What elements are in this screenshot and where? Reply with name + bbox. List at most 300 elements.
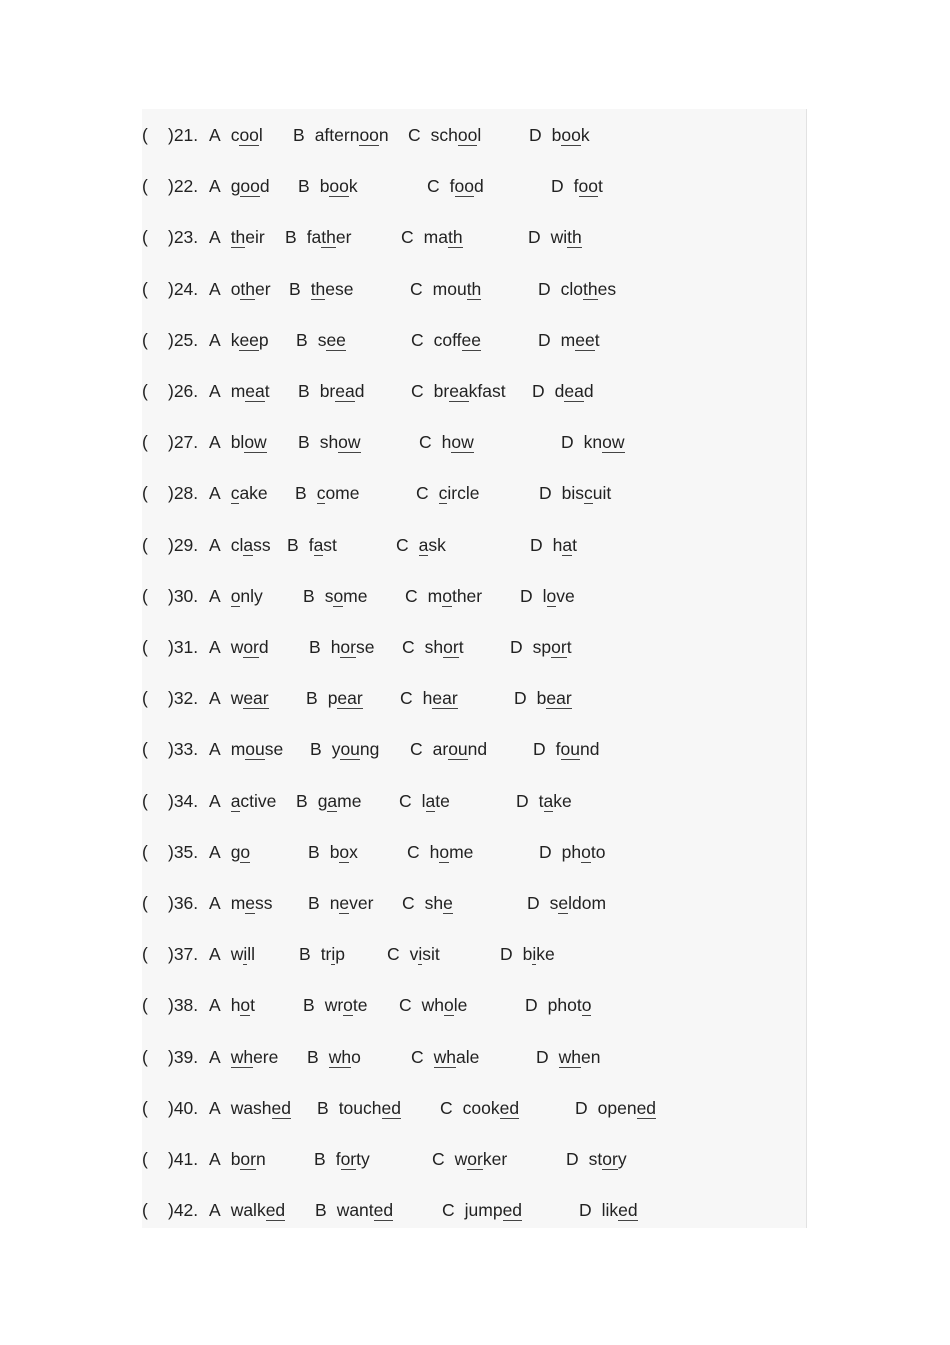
underlined-sound: a	[243, 534, 254, 555]
underlined-sound: th	[583, 278, 598, 299]
option-b	[293, 123, 389, 147]
option-b	[317, 1096, 401, 1120]
word-part: ty	[356, 1149, 370, 1169]
option-d	[561, 430, 625, 454]
word-part: st	[323, 534, 337, 555]
word-part: ke	[536, 944, 555, 965]
option-letter: B	[293, 125, 305, 145]
option-d	[533, 737, 599, 761]
underlined-sound: ed	[265, 1200, 286, 1221]
word-part: k	[230, 329, 240, 350]
question-number: )41.	[168, 1149, 199, 1169]
underlined-sound: c	[230, 483, 240, 504]
word-part: br	[319, 381, 336, 401]
option-a	[209, 123, 263, 147]
option-d	[510, 635, 572, 659]
option-b	[298, 174, 358, 198]
option-letter: C	[432, 1149, 445, 1169]
option-letter: C	[416, 483, 429, 504]
option-letter: C	[400, 688, 413, 709]
question-number: )24.	[168, 278, 199, 299]
option-letter: B	[298, 176, 310, 197]
option-letter: C	[405, 585, 418, 606]
word-part: b	[536, 688, 547, 709]
option-d	[538, 328, 600, 352]
question-row	[142, 174, 806, 198]
option-a	[209, 174, 270, 198]
option-letter: D	[551, 176, 564, 197]
word-part: fa	[306, 227, 322, 248]
option-c	[400, 686, 458, 710]
underlined-sound: oo	[561, 125, 581, 145]
answer-blank[interactable]: (	[142, 1046, 148, 1067]
word-part: t	[538, 790, 544, 811]
word-part: ome	[325, 483, 360, 504]
option-letter: C	[407, 841, 420, 862]
word-part: d	[583, 381, 594, 401]
answer-blank[interactable]: (	[142, 1149, 148, 1169]
option-letter: D	[561, 432, 574, 453]
option-letter: D	[530, 534, 543, 555]
option-a	[209, 481, 268, 505]
word-part: sit	[422, 944, 440, 965]
underlined-sound: oo	[578, 176, 598, 197]
option-letter: B	[295, 483, 307, 504]
underlined-sound: ed	[618, 1200, 638, 1221]
question-row	[142, 533, 806, 557]
underlined-sound: ed	[373, 1200, 394, 1221]
option-d	[529, 123, 590, 147]
word-part: eir	[245, 227, 265, 248]
word-part: o	[351, 1046, 361, 1067]
word-part: l	[542, 585, 547, 606]
word-part: br	[433, 381, 450, 401]
underlined-sound: ee	[326, 329, 346, 350]
word-part: h	[422, 688, 433, 709]
option-d	[566, 1147, 627, 1171]
option-letter: D	[529, 125, 542, 145]
word-part: ar	[432, 739, 449, 760]
option-a	[209, 430, 267, 454]
option-a	[209, 225, 265, 249]
underlined-sound: oo	[359, 125, 379, 145]
option-b	[314, 1147, 370, 1171]
underlined-sound: ear	[546, 688, 572, 709]
option-d	[514, 686, 572, 710]
underlined-sound: c	[316, 483, 326, 504]
word-part: t	[458, 637, 464, 657]
word-part: coff	[433, 329, 462, 350]
question-number: )21.	[168, 125, 199, 145]
option-letter: D	[514, 688, 527, 709]
underlined-sound: or	[340, 637, 356, 657]
underlined-sound: th	[447, 227, 463, 248]
word-part: h	[330, 637, 341, 657]
underlined-sound: ea	[335, 381, 355, 401]
answer-blank[interactable]: (	[142, 227, 148, 248]
answer-blank[interactable]: (	[142, 688, 148, 709]
word-part: f	[308, 534, 314, 555]
option-a	[209, 840, 250, 864]
word-part: walk	[230, 1200, 266, 1221]
option-b	[298, 430, 361, 454]
option-letter: A	[209, 739, 221, 760]
question-number: )42.	[168, 1200, 199, 1221]
option-d	[539, 481, 611, 505]
word-part: sk	[428, 534, 446, 555]
word-part: n	[329, 893, 340, 913]
option-letter: A	[209, 893, 221, 913]
answer-blank[interactable]: (	[142, 637, 148, 657]
answer-blank[interactable]: (	[142, 944, 148, 965]
word-part: nd	[579, 739, 600, 760]
answer-blank[interactable]: (	[142, 329, 148, 350]
option-letter: A	[209, 1046, 221, 1067]
option-letter: D	[516, 790, 529, 811]
question-row	[142, 1096, 806, 1120]
answer-blank[interactable]: (	[142, 176, 148, 197]
question-number: )36.	[168, 893, 199, 913]
word-part: ver	[349, 893, 374, 913]
option-letter: D	[528, 227, 541, 248]
underlined-sound: or	[443, 637, 459, 657]
word-part: g	[230, 176, 241, 197]
worksheet	[142, 109, 807, 1228]
option-b	[289, 277, 354, 301]
word-part: p	[258, 329, 269, 350]
option-letter: A	[209, 278, 221, 299]
option-c	[402, 635, 464, 659]
question-row	[142, 1045, 806, 1069]
word-part: sh	[424, 893, 444, 913]
option-letter: B	[315, 1200, 327, 1221]
underlined-sound: o	[581, 995, 592, 1016]
option-letter: D	[538, 329, 551, 350]
option-a	[209, 328, 269, 352]
question-row	[142, 1198, 806, 1222]
word-part: ake	[239, 483, 268, 504]
underlined-sound: i	[418, 944, 423, 965]
option-letter: B	[296, 790, 308, 811]
question-number: )40.	[168, 1097, 199, 1118]
option-d	[539, 840, 605, 864]
option-b	[287, 533, 337, 557]
option-b	[295, 481, 359, 505]
option-a	[209, 1198, 285, 1222]
question-row	[142, 737, 806, 761]
answer-blank[interactable]: (	[142, 483, 148, 504]
option-a	[209, 1147, 266, 1171]
option-a	[209, 635, 269, 659]
word-part: se	[355, 637, 375, 657]
option-d	[527, 891, 606, 915]
word-part: m	[230, 381, 246, 401]
word-part: c	[230, 125, 240, 145]
word-part: ve	[556, 585, 575, 606]
option-b	[309, 635, 374, 659]
option-letter: C	[401, 227, 414, 248]
word-part: t	[594, 329, 600, 350]
word-part: kn	[583, 432, 603, 453]
question-number: )37.	[168, 944, 199, 965]
underlined-sound: or	[243, 637, 259, 657]
option-letter: A	[209, 637, 221, 657]
option-letter: B	[287, 534, 299, 555]
option-letter: B	[298, 432, 310, 453]
option-letter: B	[285, 227, 297, 248]
underlined-sound: or	[602, 1149, 618, 1169]
underlined-sound: ear	[337, 688, 363, 709]
word-part: t	[566, 637, 572, 657]
word-part: t	[572, 534, 577, 555]
word-part: x	[349, 841, 358, 862]
option-c	[399, 789, 450, 813]
option-c	[427, 174, 484, 198]
word-part: m	[560, 329, 576, 350]
option-letter: C	[411, 329, 424, 350]
option-b	[296, 789, 361, 813]
underlined-sound: ow	[451, 432, 474, 453]
word-part: k	[580, 125, 590, 145]
word-part: l	[258, 125, 263, 145]
question-number: )33.	[168, 739, 199, 760]
underlined-sound: a	[327, 790, 338, 811]
option-letter: A	[209, 790, 221, 811]
question-row	[142, 430, 806, 454]
question-number: )31.	[168, 637, 199, 657]
answer-blank[interactable]: (	[142, 1200, 148, 1221]
word-part: p	[335, 944, 346, 965]
option-c	[396, 533, 446, 557]
word-part: aftern	[314, 125, 360, 145]
answer-blank[interactable]: (	[142, 125, 148, 145]
option-a	[209, 584, 263, 608]
underlined-sound: or	[551, 637, 567, 657]
question-number: )35.	[168, 841, 199, 862]
word-part: ther	[451, 585, 483, 606]
option-letter: B	[299, 944, 311, 965]
answer-blank[interactable]: (	[142, 841, 148, 862]
option-c	[416, 481, 479, 505]
option-c	[401, 225, 463, 249]
option-letter: A	[209, 483, 221, 504]
underlined-sound: o	[333, 585, 344, 606]
word-part: tr	[320, 944, 332, 965]
word-part: open	[597, 1097, 637, 1118]
word-part: l	[421, 790, 426, 811]
word-part: phot	[547, 995, 582, 1016]
question-number: )34.	[168, 790, 199, 811]
option-b	[308, 891, 373, 915]
word-part: o	[230, 278, 241, 299]
word-part: h	[552, 534, 563, 555]
underlined-sound: oo	[454, 176, 474, 197]
option-b	[303, 993, 368, 1017]
question-number: )26.	[168, 381, 199, 401]
option-letter: C	[399, 790, 412, 811]
word-part: t	[597, 176, 603, 197]
option-letter: A	[209, 1200, 221, 1221]
answer-blank[interactable]: (	[142, 893, 148, 913]
option-d	[525, 993, 591, 1017]
option-a	[209, 277, 271, 301]
option-letter: D	[520, 585, 533, 606]
option-d	[520, 584, 575, 608]
word-part: ss	[255, 893, 273, 913]
underlined-sound: a	[418, 534, 429, 555]
option-a	[209, 891, 273, 915]
word-part: f	[449, 176, 455, 197]
option-letter: C	[402, 893, 415, 913]
answer-blank[interactable]: (	[142, 278, 148, 299]
underlined-sound: ou	[340, 739, 360, 760]
option-letter: D	[527, 893, 540, 913]
underlined-sound: o	[240, 995, 251, 1016]
underlined-sound: ou	[448, 739, 468, 760]
word-part: m	[230, 739, 246, 760]
word-part: sch	[430, 125, 458, 145]
word-part: touch	[338, 1097, 382, 1118]
word-part: ese	[325, 278, 354, 299]
word-part: d	[259, 176, 270, 197]
underlined-sound: ed	[502, 1200, 523, 1221]
word-part: er	[255, 278, 271, 299]
answer-blank[interactable]: (	[142, 585, 148, 606]
option-letter: A	[209, 176, 221, 197]
word-part: me	[343, 585, 368, 606]
word-part: b	[551, 125, 562, 145]
option-letter: A	[209, 329, 221, 350]
word-part: cl	[230, 534, 244, 555]
question-number: )23.	[168, 227, 199, 248]
option-letter: A	[209, 688, 221, 709]
underlined-sound: ee	[239, 329, 259, 350]
underlined-sound: th	[240, 278, 256, 299]
answer-blank[interactable]: (	[142, 1097, 148, 1118]
option-letter: B	[314, 1149, 326, 1169]
option-letter: A	[209, 381, 221, 401]
word-part: w	[230, 688, 244, 709]
option-b	[298, 379, 364, 403]
underlined-sound: oo	[240, 176, 260, 197]
option-c	[402, 891, 453, 915]
word-part: h	[441, 432, 452, 453]
underlined-sound: oo	[329, 176, 349, 197]
option-a	[209, 686, 269, 710]
answer-blank[interactable]: (	[142, 534, 148, 555]
word-part: sh	[424, 637, 444, 657]
option-d	[528, 225, 582, 249]
option-a	[209, 993, 255, 1017]
option-letter: C	[402, 637, 415, 657]
option-b	[296, 328, 346, 352]
underlined-sound: e	[558, 893, 569, 913]
option-b	[285, 225, 351, 249]
word-part: lik	[601, 1200, 619, 1221]
word-part: kfast	[468, 381, 506, 401]
option-c	[411, 1045, 479, 1069]
option-a	[209, 533, 271, 557]
option-c	[411, 379, 506, 403]
word-part: uit	[592, 483, 612, 504]
underlined-sound: ea	[564, 381, 584, 401]
word-part: s	[549, 893, 559, 913]
word-part: clo	[560, 278, 584, 299]
answer-blank[interactable]: (	[142, 790, 148, 811]
option-letter: A	[209, 585, 221, 606]
word-part: y	[331, 739, 341, 760]
option-a	[209, 1045, 278, 1069]
question-number: )28.	[168, 483, 199, 504]
underlined-sound: a	[313, 534, 324, 555]
word-part: w	[230, 944, 244, 965]
underlined-sound: i	[532, 944, 537, 965]
question-row	[142, 891, 806, 915]
word-part: es	[597, 278, 617, 299]
underlined-sound: oo	[457, 125, 478, 145]
word-part: to	[590, 841, 606, 862]
word-part: ctive	[240, 790, 277, 811]
option-letter: D	[579, 1200, 592, 1221]
underlined-sound: o	[581, 841, 591, 862]
option-d	[536, 1045, 600, 1069]
answer-blank[interactable]: (	[142, 381, 148, 401]
option-d	[532, 379, 594, 403]
question-row	[142, 993, 806, 1017]
option-letter: D	[539, 841, 552, 862]
word-part: jump	[464, 1200, 503, 1221]
word-part: h	[230, 995, 241, 1016]
underlined-sound: ee	[575, 329, 595, 350]
word-part: te	[435, 790, 450, 811]
option-letter: D	[532, 381, 545, 401]
option-letter: D	[566, 1149, 579, 1169]
option-letter: B	[309, 637, 321, 657]
word-part: sp	[532, 637, 552, 657]
word-part: mou	[432, 278, 467, 299]
option-letter: B	[298, 381, 310, 401]
word-part: wh	[421, 995, 445, 1016]
answer-blank[interactable]: (	[142, 739, 148, 760]
option-letter: D	[536, 1046, 549, 1067]
underlined-sound: o	[442, 585, 452, 606]
underlined-sound: or	[467, 1149, 483, 1169]
question-row	[142, 277, 806, 301]
option-letter: D	[533, 739, 546, 760]
option-letter: D	[538, 278, 551, 299]
question-number: )29.	[168, 534, 199, 555]
word-part: er	[335, 227, 352, 248]
word-part: w	[230, 637, 244, 657]
option-c	[419, 430, 474, 454]
answer-blank[interactable]: (	[142, 432, 148, 453]
option-b	[299, 942, 345, 966]
underlined-sound: o	[444, 995, 454, 1016]
question-row	[142, 328, 806, 352]
underlined-sound: ou	[245, 739, 265, 760]
option-a	[209, 1096, 291, 1120]
underlined-sound: th	[230, 227, 246, 248]
underlined-sound: o	[339, 841, 350, 862]
question-number: )22.	[168, 176, 199, 197]
word-part: nly	[240, 585, 263, 606]
word-part: ng	[359, 739, 380, 760]
answer-blank[interactable]: (	[142, 995, 148, 1016]
question-number: )32.	[168, 688, 199, 709]
option-letter: C	[410, 278, 423, 299]
option-letter: D	[500, 944, 513, 965]
word-part: ale	[456, 1046, 480, 1067]
